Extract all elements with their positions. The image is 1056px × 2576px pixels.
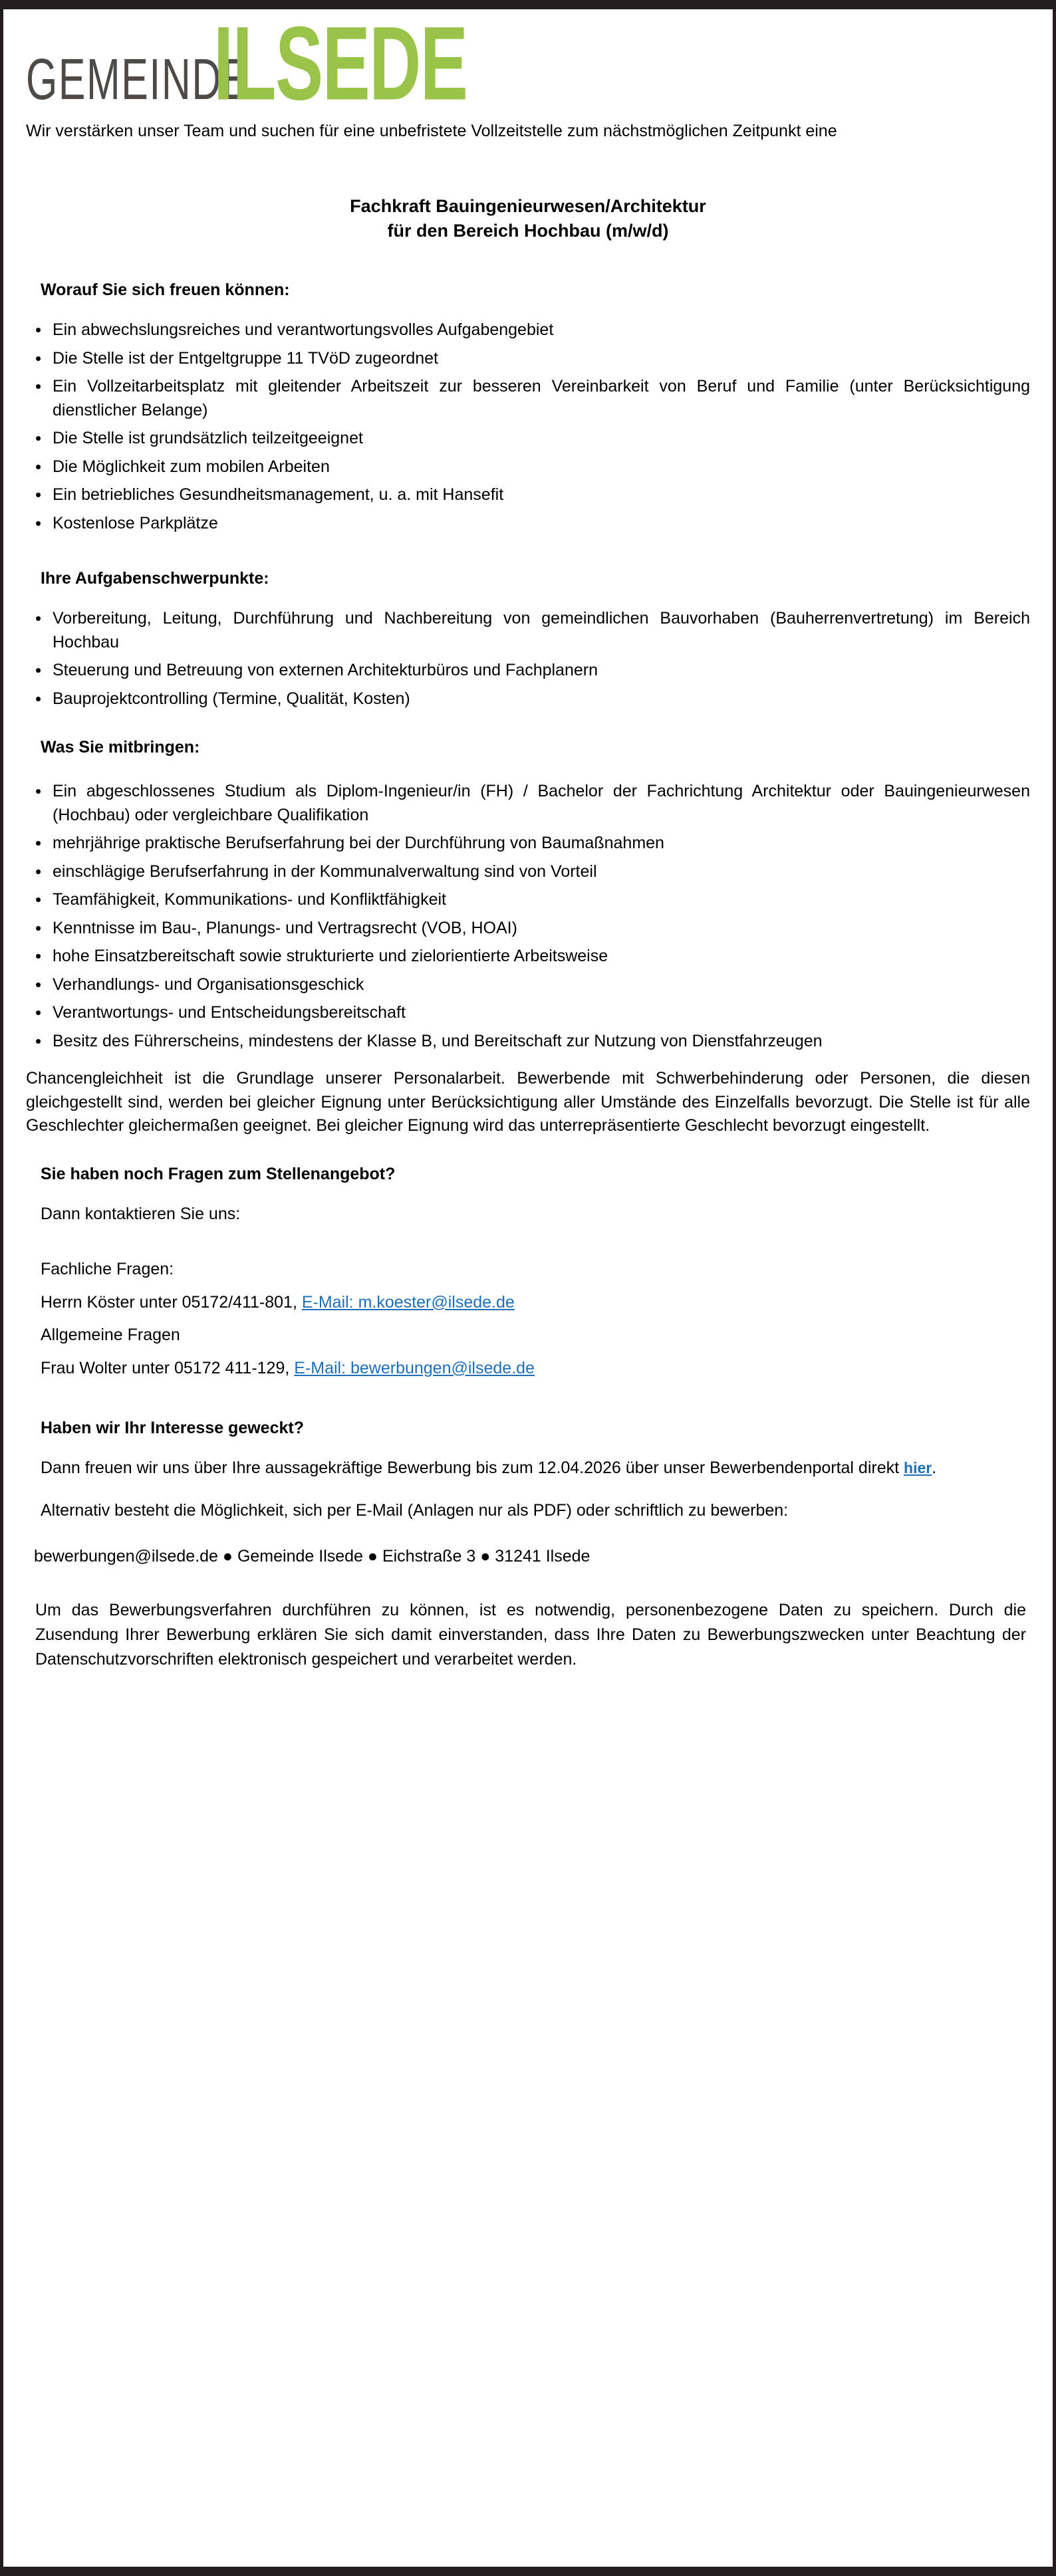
email-link-koester[interactable]: E-Mail: m.koester@ilsede.de [301,1292,515,1312]
deadline-text-before: Dann freuen wir uns über Ihre aussagekräftige Bewerbung bis zum 12.04.2026 über unser Bewerbendenportal direkt [41,1459,904,1477]
email-link-bewerbungen[interactable]: E-Mail: bewerbungen@ilsede.de [294,1358,535,1377]
section-heading-apply: Haben wir Ihr Interesse geweckt? [41,1419,304,1437]
job-title-line-1: Fachkraft Bauingenieurwesen/Architektur [350,195,706,216]
technical-contact-name: Herrn Köster unter 05172/411-801, [41,1292,302,1312]
general-contact-name: Frau Wolter unter 05172 411-129, [41,1358,295,1377]
tasks-list [26,607,1030,711]
job-title-line-2: für den Bereich Hochbau (m/w/d) [387,220,669,241]
benefits-list [26,318,1030,535]
privacy-notice-paragraph: Um das Bewerbungsverfahren durchführen zu können, ist es notwendig, personenbezogene Daten zu speichern. Durch die Zusendung Ihrer Bewerbung erklären Sie sich damit einverstanden, dass Ihre Daten zu Bewerbungszwecken unter Beachtung der Datenschutzvorschriften elektronisch gespeichert und verarbeitet werden. [35,1600,1026,1669]
section-heading-tasks: Ihre Aufgabenschwerpunkte: [41,569,269,588]
alternative-application-paragraph: Alternativ besteht die Möglichkeit, sich per E-Mail (Anlagen nur als PDF) oder schriftlich zu bewerben: [41,1500,789,1520]
list-item: • Ein betriebliches Gesundheitsmanagement, u. a. mit Hansefit [26,483,1030,507]
technical-questions-label: Fachliche Fragen: [41,1260,174,1278]
list-item: • Ein Vollzeitarbeitsplatz mit gleitender Arbeitszeit zur besseren Vereinbarkeit von Beruf und Familie (unter Berücksichtigung dienstlicher Belange) [26,375,1030,422]
list-item: • Steuerung und Betreuung von externen Architekturbüros und Fachplanern [26,659,1030,683]
application-deadline-paragraph [26,1457,1030,1480]
list-item: • mehrjährige praktische Berufserfahrung bei der Durchführung von Baumaßnahmen [26,832,1030,856]
list-item: • Die Stelle ist der Entgeltgruppe 11 TVöD zugeordnet [26,347,1030,371]
general-questions-label: Allgemeine Fragen [41,1326,180,1344]
deadline-text-after: . [932,1459,937,1477]
intro-paragraph: Wir verstärken unser Team und suchen für eine unbefristete Vollzeitstelle zum nächstmöglichen Zeitpunkt eine [26,122,837,140]
contact-intro: Dann kontaktieren Sie uns: [41,1204,241,1223]
technical-questions-contact [26,1291,1030,1315]
list-item: • Vorbereitung, Leitung, Durchführung und Nachbereitung von gemeindlichen Bauvorhaben (Bauherrenvertretung) im Bereich Hochbau [26,607,1030,654]
section-heading-requirements: Was Sie mitbringen: [41,738,200,757]
page-title [26,194,1030,244]
general-questions-contact [26,1357,1030,1381]
equality-paragraph: Chancengleichheit ist die Grundlage unserer Personalarbeit. Bewerbende mit Schwerbehinderung oder Personen, die diesen gleichgestellt sind, werden bei gleicher Eignung unter Berücksichtigung aller Umstände des Einzelfalls bevorzugt. Die Stelle ist für alle Geschlechter gleichermaßen geeignet. Bei gleicher Eignung wird das unterrepräsentierte Geschlecht bevorzugt eingestellt. [26,1069,1030,1135]
logo-word-ilsede: ILSEDE [213,4,467,122]
list-item: • hohe Einsatzbereitschaft sowie strukturierte und zielorientierte Arbeitsweise [26,945,1030,969]
document-body [3,120,1053,1679]
list-item: • Die Möglichkeit zum mobilen Arbeiten [26,455,1030,479]
list-item: • Besitz des Führerscheins, mindestens der Klasse B, und Bereitschaft zur Nutzung von Dienstfahrzeugen [26,1030,1030,1054]
list-item: • Die Stelle ist grundsätzlich teilzeitgeeignet [26,427,1030,451]
section-heading-questions: Sie haben noch Fragen zum Stellenangebot? [41,1164,396,1183]
application-portal-link[interactable]: hier [904,1459,932,1476]
contact-address-line: bewerbungen@ilsede.de ● Gemeinde Ilsede ● Eichstraße 3 ● 31241 Ilsede [34,1547,591,1566]
requirements-list [26,780,1030,1053]
list-item: • Verhandlungs- und Organisationsgeschick [26,973,1030,997]
list-item: • Ein abgeschlossenes Studium als Diplom-Ingenieur/in (FH) / Bachelor der Fachrichtung Architektur oder Bauingenieurwesen (Hochbau) oder vergleichbare Qualifikation [26,780,1030,827]
list-item: • einschlägige Berufserfahrung in der Kommunalverwaltung sind von Vorteil [26,860,1030,884]
list-item: • Kenntnisse im Bau-, Planungs- und Vertragsrecht (VOB, HOAI) [26,917,1030,941]
organization-logo [3,4,1053,122]
list-item: • Kostenlose Parkplätze [26,512,1030,536]
list-item: • Bauprojektcontrolling (Termine, Qualität, Kosten) [26,687,1030,711]
list-item: • Teamfähigkeit, Kommunikations- und Konfliktfähigkeit [26,888,1030,912]
list-item: • Ein abwechslungsreiches und verantwortungsvolles Aufgabengebiet [26,318,1030,342]
section-heading-benefits: Worauf Sie sich freuen können: [41,281,290,299]
list-item: • Verantwortungs- und Entscheidungsbereitschaft [26,1001,1030,1025]
logo-word-gemeinde: GEMEINDE [26,46,251,112]
